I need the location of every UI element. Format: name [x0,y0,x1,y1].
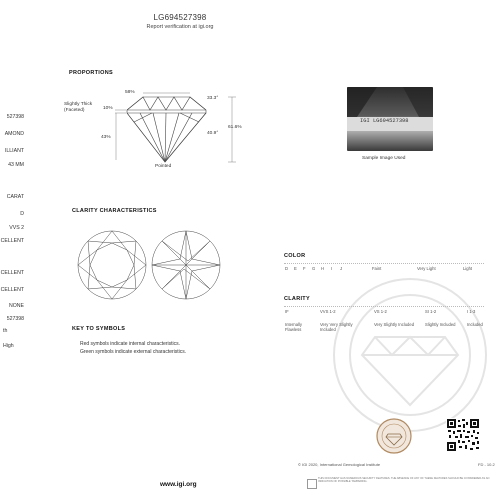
left-value: CELLENT [0,287,24,293]
left-value: CELLENT [0,270,24,276]
clarity-grade: SI 1-2 [425,309,437,314]
left-value: 43 MM [8,162,24,168]
clarity-plot [76,228,226,303]
color-letter: I [331,266,333,271]
left-value: High [3,343,14,349]
table-percent: 58% [125,90,135,95]
left-value: AMOND [4,131,24,137]
girdle-description: Slightly Thick (Faceted) [64,102,93,113]
key-to-symbols-title: KEY TO SYMBOLS [72,326,126,332]
igi-seal [376,418,412,454]
seal-svg [376,418,412,454]
verification-note: Report verification at igi.org [146,24,214,30]
watermark-svg [330,275,490,435]
form-code: FD - 10.2 [478,462,495,467]
left-value: 527398 [6,316,24,322]
color-letter: G [312,266,316,271]
clarity-grade: VS 1-2 [374,309,387,314]
pavilion-angle: 40.9° [207,131,219,136]
crown-angle: 33.3° [207,96,219,101]
igi-watermark [330,275,490,435]
color-letter: F [303,266,306,271]
laser-inscription: IGI LG694527398 [360,118,409,124]
clarity-desc: Very Very Slightly Included [320,322,353,332]
left-value: CARAT [6,194,24,200]
left-value: th [3,328,8,334]
total-depth: 61.6% [228,125,242,130]
clarity-desc: Included [467,322,483,327]
color-light: Light [463,266,473,271]
left-value: D [20,211,24,217]
sample-caption: Sample Image Used [362,156,406,161]
security-icon [307,479,317,489]
qr-svg [446,418,480,452]
clarity-grade: I 1-3 [467,309,476,314]
proportions-title: PROPORTIONS [69,70,113,76]
color-scale-title: COLOR [284,253,306,259]
clarity-scale-line [284,306,484,307]
left-value: NONE [9,303,24,309]
color-very-light: Very Light [417,266,436,271]
girdle-percent: 10% [103,106,113,111]
clarity-plot-svg [76,228,226,303]
clarity-desc: Slightly Included [425,322,456,327]
security-fine-print: THIS DOCUMENT HAS NUMEROUS SECURITY FEATURES. THE ABSENCE OF ANY OF THESE FEATURES SHOULD BE CONSIDERED AS AN INDICATION OF POSSIBLE TAMPERING. [318,477,490,484]
clarity-desc: Internally Flawless [285,322,302,332]
key-internal: Red symbols indicate internal characteristics. [80,341,181,347]
left-value: VVS 2 [9,225,24,231]
clarity-grade: IF [285,309,289,314]
clarity-scale-title: CLARITY [284,296,310,302]
copyright: © IGI 2020, International Gemological Institute [298,462,381,467]
color-letter: J [340,266,343,271]
clarity-grade: VVS 1-2 [320,309,336,314]
website-link[interactable]: www.igi.org [160,481,197,488]
clarity-characteristics-title: CLARITY CHARACTERISTICS [72,208,157,214]
clarity-desc: Very Slightly Included [374,322,415,327]
color-letter: D [285,266,289,271]
verification-qr-code[interactable] [446,418,480,452]
left-value: ILLIANT [4,148,24,154]
color-letter: E [294,266,297,271]
culet: Pointed [155,164,172,169]
pavilion-depth: 43% [101,135,111,140]
key-external: Green symbols indicate external characteristics. [80,349,187,355]
color-letter: H [321,266,325,271]
report-number: LG694527398 [153,13,207,22]
left-value: 527398 [6,114,24,120]
color-scale-line [284,263,484,264]
color-faint: Faint [372,266,382,271]
left-value: CELLENT [0,238,24,244]
